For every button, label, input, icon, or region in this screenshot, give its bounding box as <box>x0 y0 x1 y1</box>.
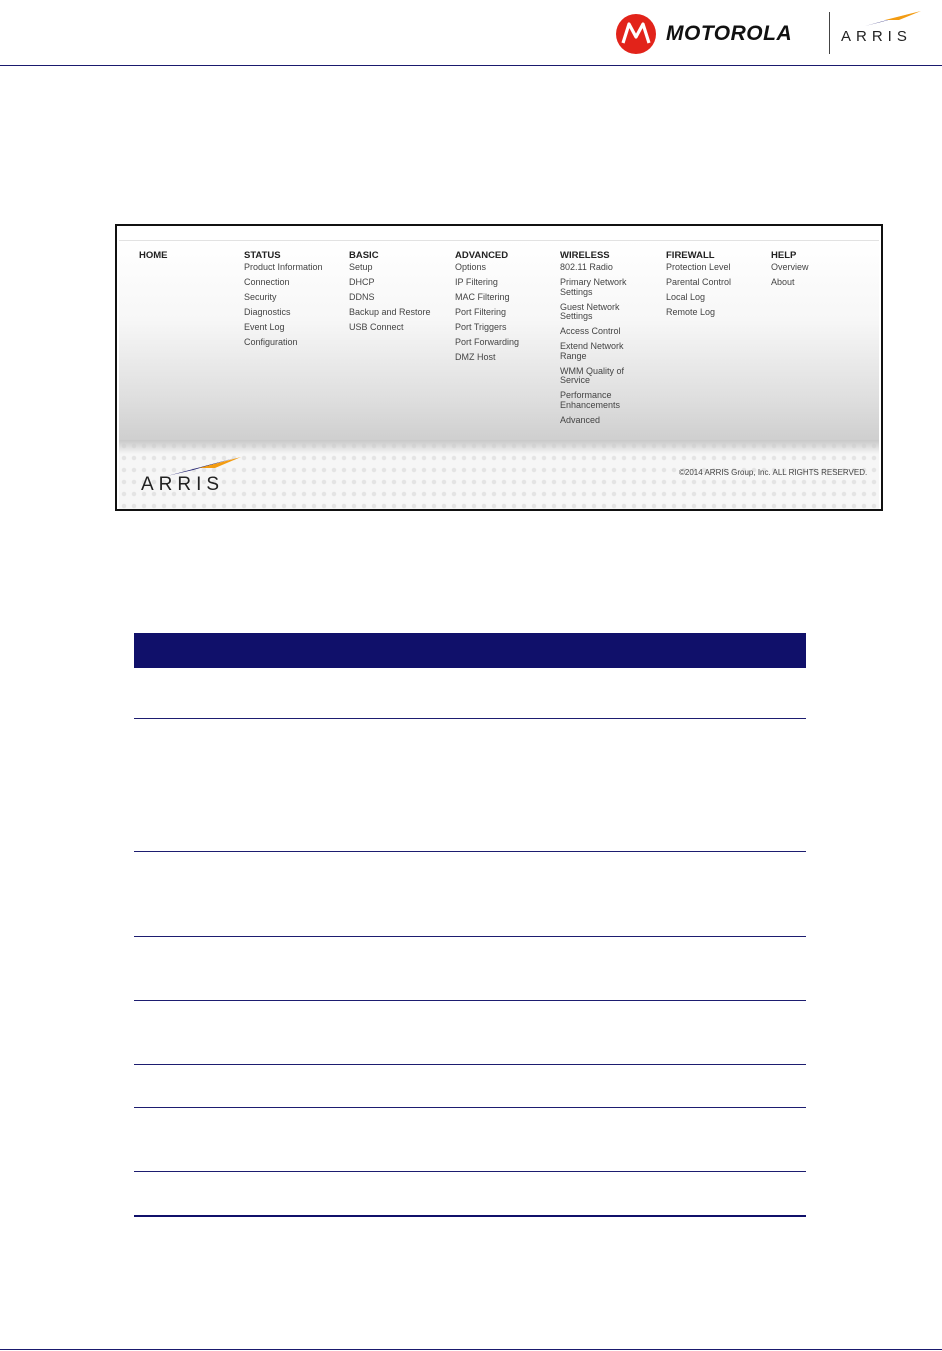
gui-main-menu <box>119 240 879 440</box>
menu-item-primary-network-settings[interactable]: Primary Network Settings <box>560 277 627 297</box>
menu-item-about[interactable]: About <box>771 277 795 287</box>
menu-item-configuration[interactable]: Configuration <box>244 337 298 347</box>
menu-item-protection-level[interactable]: Protection Level <box>666 262 731 272</box>
menu-item-diagnostics[interactable]: Diagnostics <box>244 307 291 317</box>
gui-footer <box>119 440 879 509</box>
menu-heading-basic[interactable]: BASIC <box>349 250 379 261</box>
table-header <box>134 633 806 668</box>
header-rule <box>0 65 942 66</box>
menu-item-guest-network-settings[interactable]: Guest Network Settings <box>560 301 620 321</box>
menu-column-basic <box>349 248 453 338</box>
table-row <box>134 852 806 937</box>
menu-column-help <box>771 248 875 293</box>
menu-item-port-filtering[interactable]: Port Filtering <box>455 307 507 317</box>
table-row <box>134 668 806 719</box>
menu-item-local-log[interactable]: Local Log <box>666 292 706 302</box>
motorola-wordmark: MOTOROLA <box>666 22 793 45</box>
menu-item-backup-and-restore[interactable]: Backup and Restore <box>349 307 431 317</box>
menu-item-wmm-quality-of-service[interactable]: WMM Quality of Service <box>560 365 625 385</box>
table-row <box>134 1065 806 1108</box>
table-row <box>134 937 806 1001</box>
arris-wordmark: ARRIS <box>841 28 912 45</box>
menu-item-access-control[interactable]: Access Control <box>560 326 621 336</box>
table-row <box>134 719 806 852</box>
menu-item-port-triggers[interactable]: Port Triggers <box>455 322 507 332</box>
menu-item-ip-filtering[interactable]: IP Filtering <box>455 277 498 287</box>
menu-item-dmz-host[interactable]: DMZ Host <box>455 352 496 362</box>
menu-heading-wireless[interactable]: WIRELESS <box>560 250 610 261</box>
menu-heading-help[interactable]: HELP <box>771 250 797 261</box>
motorola-logo-icon <box>616 14 656 54</box>
menu-heading-home[interactable]: HOME <box>139 250 168 261</box>
menu-item-parental-control[interactable]: Parental Control <box>666 277 732 287</box>
menu-item-802-11-radio[interactable]: 802.11 Radio <box>560 262 613 272</box>
table-row <box>134 1108 806 1172</box>
menu-item-setup[interactable]: Setup <box>349 262 373 272</box>
menu-item-product-information[interactable]: Product Information <box>244 262 323 272</box>
table-row <box>134 1172 806 1217</box>
menu-item-mac-filtering[interactable]: MAC Filtering <box>455 292 510 302</box>
menu-item-security[interactable]: Security <box>244 292 277 302</box>
menu-heading-status[interactable]: STATUS <box>244 250 281 261</box>
logo-divider <box>829 12 830 54</box>
menu-column-status <box>244 248 348 353</box>
menu-item-port-forwarding[interactable]: Port Forwarding <box>455 337 520 347</box>
menu-item-usb-connect[interactable]: USB Connect <box>349 322 404 332</box>
menu-item-overview[interactable]: Overview <box>771 262 809 272</box>
page-header <box>0 0 942 66</box>
page-footer-rule <box>0 1349 942 1350</box>
menu-heading-firewall[interactable]: FIREWALL <box>666 250 715 261</box>
reference-table <box>134 633 806 1217</box>
menu-item-ddns[interactable]: DDNS <box>349 292 375 302</box>
menu-column-advanced <box>455 248 559 368</box>
menu-heading-advanced[interactable]: ADVANCED <box>455 250 509 261</box>
copyright-notice: ©2014 ARRIS Group, Inc. ALL RIGHTS RESERVED. <box>679 468 868 477</box>
menu-item-remote-log[interactable]: Remote Log <box>666 307 716 317</box>
menu-item-options[interactable]: Options <box>455 262 487 272</box>
arris-footer-logo: ARRIS <box>141 474 225 495</box>
gui-screenshot-frame <box>115 224 883 511</box>
menu-column-firewall <box>666 248 770 323</box>
menu-item-connection[interactable]: Connection <box>244 277 290 287</box>
menu-item-event-log[interactable]: Event Log <box>244 322 285 332</box>
menu-item-advanced[interactable]: Advanced <box>560 414 601 425</box>
menu-item-extend-network-range[interactable]: Extend Network Range <box>560 341 624 361</box>
menu-column-home <box>139 248 243 263</box>
table-row <box>134 1001 806 1065</box>
menu-item-dhcp[interactable]: DHCP <box>349 277 375 287</box>
menu-item-performance-enhancements[interactable]: Performance Enhancements <box>560 390 621 410</box>
menu-column-wireless <box>560 248 664 431</box>
